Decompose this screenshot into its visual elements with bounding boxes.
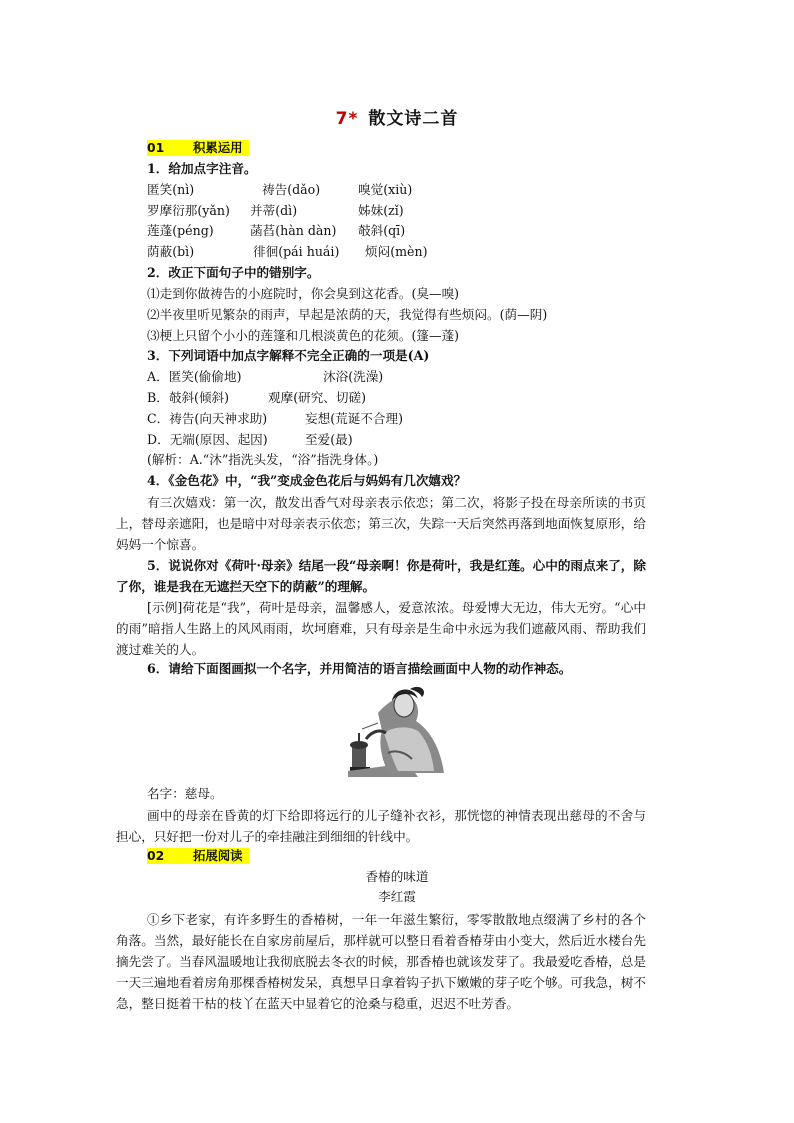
q6-name: 名字：慈母。	[147, 786, 223, 801]
question-6-prompt: 6．请给下面图画拟一个名字，并用简洁的语言描绘画面中人物的动作神态。	[147, 661, 572, 676]
q1-item: 嗅觉(xiù)	[358, 182, 413, 197]
q3-option: D．无端(原因、起因)	[147, 432, 268, 447]
q1-item: 罗摩衍那(yǎn)	[147, 203, 230, 218]
q3-option: 沐浴(洗澡)	[323, 369, 384, 384]
section-number: 02	[147, 848, 165, 863]
question-5-prompt: 5．说说你对《荷叶·母亲》结尾一段“母亲啊！你是荷叶，我是红莲。心中的雨点来了，除了你，谁是我在无遮拦天空下的荫蔽”的理解。	[116, 558, 646, 594]
reading-author: 李红霞	[378, 889, 416, 904]
q1-item: 荫蔽(bì)	[147, 244, 195, 259]
q6-answer: 画中的母亲在昏黄的灯下给即将远行的儿子缝补衣衫，那恍惚的神情表现出慈母的不舍与担心，只好把一份对儿子的牵挂融注到细细的针线中。	[116, 808, 646, 844]
q1-item: 匿笑(nì)	[147, 182, 195, 197]
reading-paragraph-1: ①乡下老家，有许多野生的香椿树，一年一年滋生繁衍，零零散散地点缀满了乡村的各个角落。当然，最好能长在自家房前屋后，那样就可以整日看着香椿芽由小变大，然后近水楼台先摘先尝了。当春风温暖地让我彻底脱去冬衣的时候，那香椿也就该发芽了。我最爱吃香椿，总是一天三遍地看着房角那棵香椿树发呆，真想早日拿着钩子扒下嫩嫩的芽子吃个够。可我急，树不急，整日挺着干枯的枝丫在蓝天中显着它的沧桑与稳重，迟迟不吐芳香。	[116, 912, 646, 1011]
q3-option: B．攲斜(倾斜)	[147, 390, 230, 405]
q3-option: 观摩(研究、切磋)	[268, 390, 366, 405]
question-3-prompt: 3．下列词语中加点字解释不完全正确的一项是(A)	[147, 348, 430, 363]
question-2-prompt: 2．改正下面句子中的错别字。	[147, 265, 320, 280]
q2-sentence: ⑶梗上只留个小小的莲篷和几根淡黄色的花须。(篷—蓬)	[147, 328, 460, 343]
q1-item: 姊妹(zǐ)	[358, 203, 404, 218]
q1-item: 并蒂(dì)	[250, 203, 298, 218]
question-4-prompt: 4．《金色花》中，“我”变成金色花后与妈妈有几次嬉戏？	[147, 473, 467, 488]
section-number: 01	[147, 140, 165, 155]
q1-item: 烦闷(mèn)	[365, 244, 428, 259]
q2-sentence: ⑴走到你做祷告的小庭院时，你会臭到这花香。(臭—嗅)	[147, 286, 460, 301]
section-label-2	[147, 848, 249, 864]
section-label-1	[147, 140, 249, 156]
q1-item: 祷告(dǎo)	[262, 182, 321, 197]
q3-option: 至爱(最)	[305, 432, 353, 447]
section-title: 拓展阅读	[193, 848, 243, 863]
q4-answer: 有三次嬉戏：第一次，散发出香气对母亲表示依恋；第二次，将影子投在母亲所读的书页上，替母亲遮阳，也是暗中对母亲表示依恋；第三次，失踪一天后突然再落到地面恢复原形，给妈妈一个惊喜。	[116, 495, 646, 552]
lesson-number: 7*	[335, 109, 359, 129]
q1-item: 莲蓬(péng)	[147, 223, 214, 238]
mother-sewing-illustration-icon	[348, 683, 448, 777]
q3-option: 妄想(荒诞不合理)	[305, 411, 403, 426]
section-title: 积累运用	[193, 140, 243, 155]
lesson-title: 散文诗二首	[368, 109, 459, 129]
q3-option: A．匿笑(偷偷地)	[147, 369, 242, 384]
reading-title: 香椿的味道	[365, 869, 429, 884]
q1-item: 菡萏(hàn dàn)	[250, 223, 337, 238]
q1-item: 攲斜(qī)	[358, 223, 406, 238]
q3-option: C．祷告(向天神求助)	[147, 411, 268, 426]
q2-sentence: ⑵半夜里听见繁杂的雨声，早起是浓荫的天，我觉得有些烦闷。(荫—阴)	[147, 307, 548, 322]
q5-answer: [示例]荷花是“我”，荷叶是母亲，温馨感人，爱意浓浓。母爱博大无边，伟大无穷。“心中的雨”暗指人生路上的风风雨雨，坎坷磨难，只有母亲是生命中永远为我们遮蔽风雨、帮助我们渡过难关的人。	[116, 600, 646, 657]
q1-item: 徘徊(pái huái)	[253, 244, 340, 259]
question-1-prompt: 1．给加点字注音。	[147, 161, 257, 176]
page-title	[0, 104, 794, 129]
q3-analysis: (解析：A.“沐”指洗头发，“浴”指洗身体。)	[147, 452, 379, 467]
